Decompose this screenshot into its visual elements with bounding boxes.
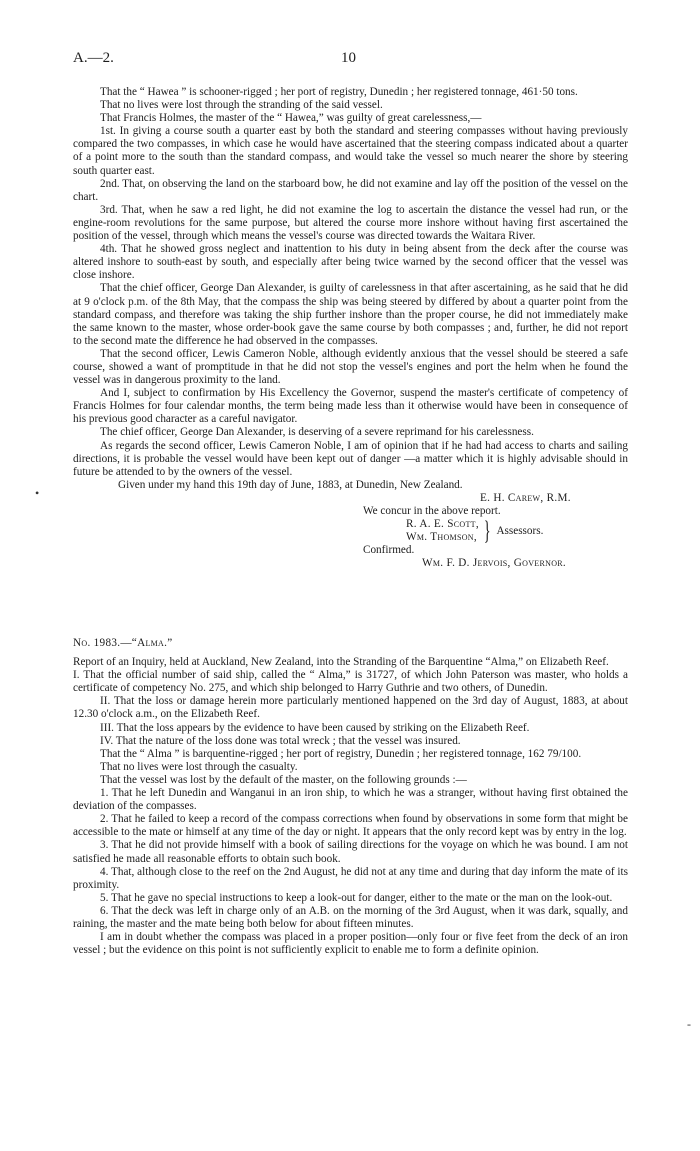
paragraph: That the second officer, Lewis Cameron Noble, although evidently anxious that the vessel should be steered a safe course, showed a want of promptitude in that he did not stop the vessel's engines and port the helm when he found the vessel was in dangerous proximity to the land. xyxy=(73,347,628,387)
rm-signature: E. H. Carew, R.M. xyxy=(480,491,571,504)
report-heading: Report of an Inquiry, held at Auckland, New Zealand, into the Stranding of the Barquentine “Alma,” on Elizabeth Reef. xyxy=(73,656,609,669)
paragraph: I. That the official number of said ship, called the “ Alma,” is 31727, of which John Paterson was master, who holds a certificate of competency No. 275, and which ship belonged to Harry Guthrie and two others, of Dunedin. xyxy=(73,669,628,695)
concur-line: We concur in the above report. xyxy=(363,505,501,517)
paragraph: The chief officer, George Dan Alexander, is deserving of a severe reprimand for his carelessness. xyxy=(100,426,534,439)
paragraph: 1. That he left Dunedin and Wanganui in an iron ship, to which he was a stranger, without having first obtained the deviation of the compasses. xyxy=(73,787,628,813)
alma-report-section xyxy=(73,637,628,957)
assessor-name: R. A. E. Scott, xyxy=(406,518,479,531)
paragraph: 3. That he did not provide himself with a book of sailing directions for the voyage on which he was bound. I am not satisfied he made all reasonable efforts to obtain such book. xyxy=(73,839,628,865)
document-reference: A.—2. xyxy=(73,50,114,66)
paragraph: That no lives were lost through the stranding of the said vessel. xyxy=(100,99,383,112)
assessor-name: Wm. Thomson, xyxy=(406,531,477,544)
paragraph: 1st. In giving a course south a quarter east by both the standard and steering compasses without having previously compared the two compasses, in which case he would have ascertained that the steering compass indicated about a quarter of a point more to the south than the standard compass, and would take the vessel so much nearer the shore by steering south quarter east. xyxy=(73,125,628,177)
brace-symbol: } xyxy=(483,516,491,546)
paragraph: 6. That the deck was left in charge only of an A.B. on the morning of the 3rd August, when it was dark, squally, and raining, the master and the mate being both below for about fifteen minutes. xyxy=(73,904,628,930)
paragraph: That the “ Alma ” is barquentine-rigged ; her port of registry, Dunedin ; her registered tonnage, 162 79/100. xyxy=(100,747,582,760)
section-title: No. 1983.—“Alma.” xyxy=(73,637,173,649)
paragraph: That the “ Hawea ” is schooner-rigged ; her port of registry, Dunedin ; her registered tonnage, 461·50 tons. xyxy=(100,86,578,98)
margin-tick-mark: ‑ xyxy=(687,1017,691,1031)
assessors-block xyxy=(406,518,628,544)
paragraph: I am in doubt whether the compass was placed in a proper position—only four or five feet from the deck of an iron vessel ; but the evidence on this point is not sufficiently explicit to enable me to form a definite opinion. xyxy=(73,931,628,957)
given-line: Given under my hand this 19th day of June, 1883, at Dunedin, New Zealand. xyxy=(118,478,463,491)
paragraph: That no lives were lost through the casualty. xyxy=(100,760,298,773)
hawea-report-section xyxy=(73,86,628,570)
paragraph: 3rd. That, when he saw a red light, he did not examine the log to ascertain the distance the vessel had run, or the engine-room revolutions for the same purpose, but altered the course more inshore without having first ascertained the position of the vessel, through which means the vessel's course was directed towards the Waitara River. xyxy=(73,203,628,243)
paragraph: 4th. That he showed gross neglect and inattention to his duty in being absent from the deck after the course was altered inshore to south-east by south, and especially after being twice warned by the second officer that the vessel was close inshore. xyxy=(73,243,628,282)
paragraph: 4. That, although close to the reef on the 2nd August, he did not at any time and during that day inform the mate of its proximity. xyxy=(73,865,628,891)
paragraph: 2. That he failed to keep a record of the compass corrections when found by observations in some form that might be accessible to the mate or himself at any time of the day or night. It appears that the only record kept was by entry in the log. xyxy=(73,813,628,839)
paragraph: III. That the loss appears by the evidence to have been caused by striking on the Elizabeth Reef. xyxy=(100,721,530,734)
margin-dot-mark: • xyxy=(35,486,40,500)
paragraph: 2nd. That, on observing the land on the starboard bow, he did not examine and lay off the position of the vessel on the chart. xyxy=(73,177,628,203)
paragraph: IV. That the nature of the loss done was total wreck ; that the vessel was insured. xyxy=(100,734,461,747)
paragraph: And I, subject to confirmation by His Excellency the Governor, suspend the master's certificate of competency of Francis Holmes for four calendar months, the term being made less than it otherwise would have been in consequence of his previous good character as a careful navigator. xyxy=(73,387,628,426)
paragraph: II. That the loss or damage herein more particularly mentioned happened on the 3rd day of August, 1883, at about 12.30 o'clock a.m., on the Elizabeth Reef. xyxy=(73,695,628,721)
paragraph: 5. That he gave no special instructions to keep a look-out for danger, either to the mate or the man on the look-out. xyxy=(100,891,613,904)
paragraph: That the vessel was lost by the default of the master, on the following grounds :— xyxy=(100,773,467,786)
governor-signature: Wm. F. D. Jervois, Governor. xyxy=(422,557,566,570)
paragraph: That the chief officer, George Dan Alexander, is guilty of carelessness in that after ascertaining, as he said that he did at 9 o'clock p.m. of the 8th May, that the compass the ship was being steered by differed by about a quarter point from the standard compass, and therefore was taking the ship further inshore than the proper course, he did not immediately make the same known to the master, whose order-book gave the same course by both compasses ; and, further, he did not report to the second mate the difference he had observed in the compasses. xyxy=(73,282,628,347)
assessors-label: Assessors. xyxy=(496,524,544,537)
paragraph: That Francis Holmes, the master of the “ Hawea,” was guilty of great carelessness,— xyxy=(100,112,482,125)
page-number: 10 xyxy=(341,50,356,66)
paragraph: As regards the second officer, Lewis Cameron Noble, I am of opinion that if he had had access to charts and sailing directions, it is probable the vessel would have been kept out of danger —a matter which it is highly advisable should in future be attended to by the owners of the vessel. xyxy=(73,439,628,478)
confirmed-line: Confirmed. xyxy=(363,544,415,557)
